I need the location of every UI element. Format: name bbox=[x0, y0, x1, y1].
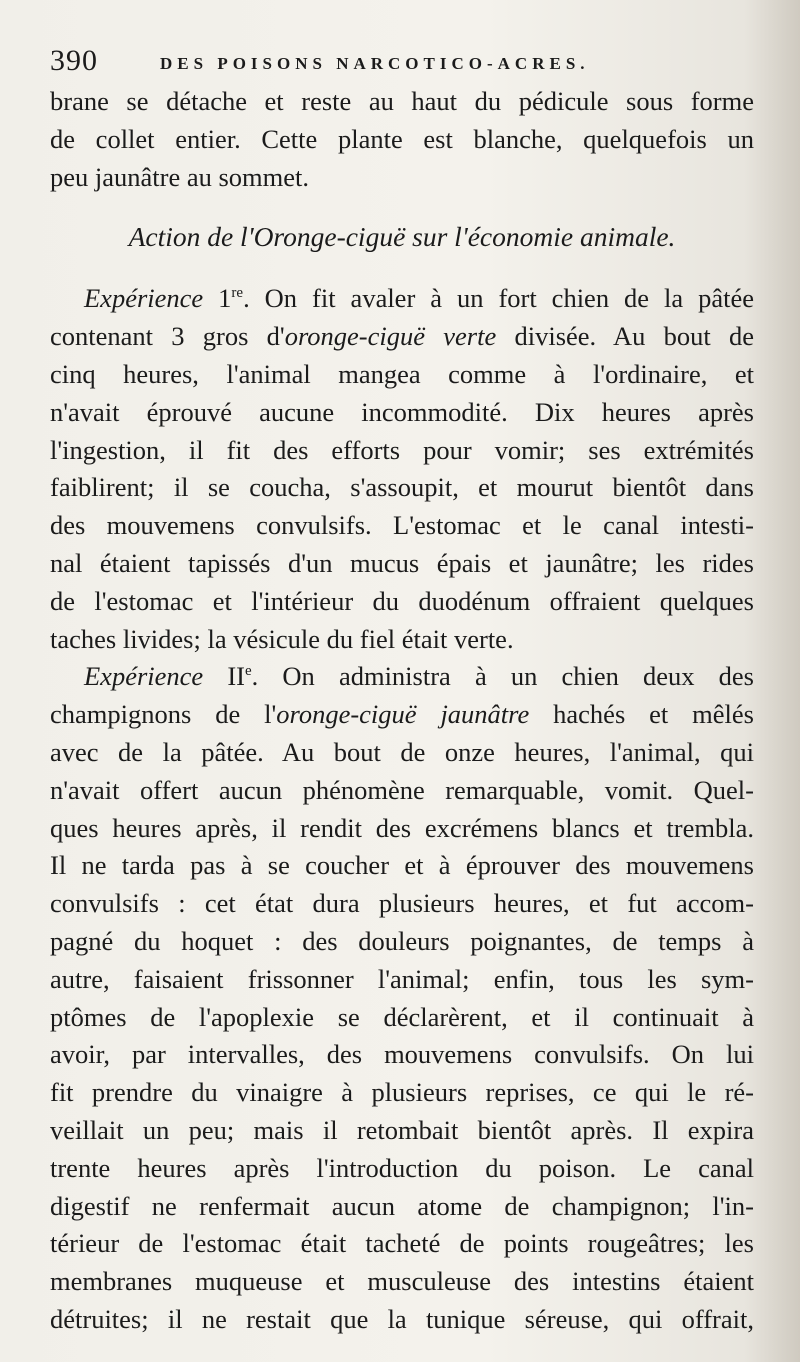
text-line: l'ingestion, il fit des efforts pour vomir; ses extrémités bbox=[50, 434, 754, 465]
text-line bbox=[50, 318, 754, 356]
text-line: fit prendre du vinaigre à plusieurs reprises, ce qui le ré- bbox=[50, 1077, 754, 1108]
page-header bbox=[50, 44, 750, 84]
running-head: DES POISONS NARCOTICO-ACRES. bbox=[160, 54, 590, 73]
italic-term: oronge-ciguë verte bbox=[284, 321, 497, 352]
experiment-2-first-line bbox=[50, 658, 754, 696]
text-line: avoir, par intervalles, des mouvemens convulsifs. On lui bbox=[50, 1039, 754, 1070]
text-line: de l'estomac et l'intérieur du duodénum offraient quelques bbox=[50, 585, 754, 616]
text-line: digestif ne renfermait aucun atome de champignon; l'in- bbox=[50, 1190, 754, 1221]
text-line: faiblirent; il se coucha, s'assoupit, et mourut bientôt dans bbox=[50, 472, 754, 503]
experiment-number: II bbox=[227, 661, 245, 692]
text-line: autre, faisaient frissonner l'animal; enfin, tous les sym- bbox=[50, 963, 754, 994]
text-line: Il ne tarda pas à se coucher et à éprouver des mouvemens bbox=[50, 850, 754, 881]
text-line: n'avait éprouvé aucune incommodité. Dix heures après bbox=[50, 396, 754, 427]
text-line: de collet entier. Cette plante est blanche, quelquefois un bbox=[50, 123, 754, 154]
ordinal-suffix: re bbox=[231, 285, 244, 302]
italic-term: oronge-ciguë jaunâtre bbox=[276, 699, 530, 730]
text-segment: divisée. Au bout de bbox=[496, 321, 754, 352]
ordinal-suffix: e bbox=[244, 663, 252, 680]
text-line: trente heures après l'introduction du poison. Le canal bbox=[50, 1152, 754, 1183]
text-line: nal étaient tapissés d'un mucus épais et jaunâtre; les rides bbox=[50, 547, 754, 578]
spacer bbox=[50, 196, 754, 212]
body-text bbox=[50, 83, 754, 1339]
text-line: veillait un peu; mais il retombait bientôt après. Il expira bbox=[50, 1114, 754, 1145]
text-line: convulsifs : cet état dura plusieurs heures, et fut accom- bbox=[50, 888, 754, 919]
experiment-line-text: . On fit avaler à un fort chien de la pâtée bbox=[243, 283, 755, 314]
experiment-label: Expérience bbox=[84, 283, 204, 314]
text-line: térieur de l'estomac était tacheté de points rougeâtres; les bbox=[50, 1228, 754, 1259]
spacer bbox=[50, 262, 754, 280]
text-line bbox=[50, 696, 754, 734]
text-line: avec de la pâtée. Au bout de onze heures, l'animal, qui bbox=[50, 736, 754, 767]
experiment-label: Expérience bbox=[84, 661, 204, 692]
text-line: ques heures après, il rendit des excrémens blancs et trembla. bbox=[50, 812, 754, 843]
experiment-number: 1 bbox=[218, 283, 232, 314]
text-segment: hachés et mêlés bbox=[529, 699, 754, 730]
text-line: membranes muqueuse et musculeuse des intestins étaient bbox=[50, 1266, 754, 1297]
experiment-line-text: . On administra à un chien deux des bbox=[251, 661, 754, 692]
text-line: des mouvemens convulsifs. L'estomac et le canal intesti- bbox=[50, 510, 754, 541]
text-segment: champignons de l' bbox=[50, 699, 277, 730]
experiment-1-first-line bbox=[50, 280, 754, 318]
text-line: taches livides; la vésicule du fiel était verte. bbox=[50, 623, 514, 654]
page-number: 390 bbox=[50, 44, 98, 77]
text-line: cinq heures, l'animal mangea comme à l'ordinaire, et bbox=[50, 358, 754, 389]
text-line: ptômes de l'apoplexie se déclarèrent, et il continuait à bbox=[50, 1001, 754, 1032]
section-title: Action de l'Oronge-ciguë sur l'économie animale. bbox=[128, 221, 676, 253]
text-line: pagné du hoquet : des douleurs poignantes, de temps à bbox=[50, 925, 754, 956]
text-line: brane se détache et reste au haut du pédicule sous forme bbox=[50, 86, 754, 116]
text-segment: contenant 3 gros d' bbox=[50, 321, 285, 352]
text-line: peu jaunâtre au sommet. bbox=[50, 161, 310, 192]
text-line: détruites; il ne restait que la tunique séreuse, qui offrait, bbox=[50, 1303, 754, 1334]
text-line: n'avait offert aucun phénomène remarquable, vomit. Quel- bbox=[50, 774, 754, 805]
